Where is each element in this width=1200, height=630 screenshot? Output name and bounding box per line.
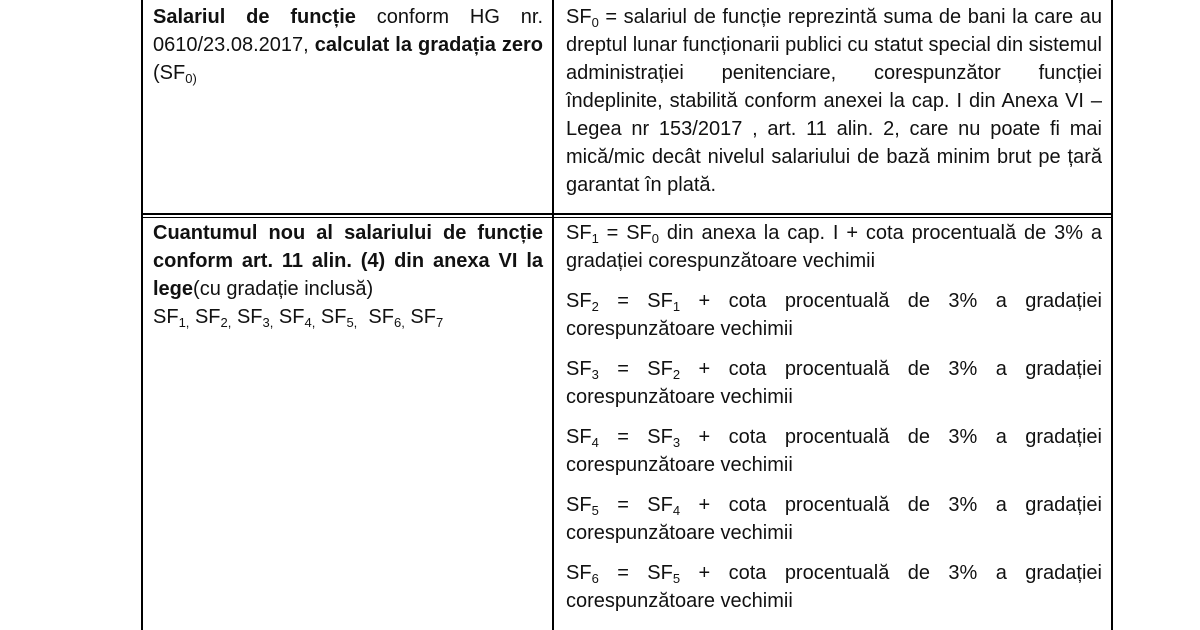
row2-label-text: (cu gradație inclusă): [193, 278, 374, 300]
formula-text: + cota procentuală de 3% a gradației corespunzătoare vechimii: [566, 562, 1102, 612]
sf-symbol: SF: [410, 306, 436, 328]
sf-subscript: 2,: [220, 315, 232, 330]
label-text-1: conform HG nr. 0610/23.08.2017,: [153, 6, 544, 56]
sf-list-item: [153, 306, 195, 328]
sf-list-item: [321, 306, 369, 328]
formula-text: + cota procentuală de 3% a gradației corespunzătoare vechimii: [566, 290, 1102, 340]
formula-text: + cota procentuală de 3% a gradației corespunzătoare vechimii: [566, 358, 1102, 408]
formula-eq: = SF: [598, 426, 673, 448]
formula-sf: SF: [566, 562, 592, 584]
sf-list-item: [279, 306, 321, 328]
formula-sub2: 5: [672, 571, 681, 586]
sf-list-item: [237, 306, 279, 328]
sf-symbol: SF: [194, 306, 221, 328]
formula-sub: 1: [591, 231, 599, 246]
formula-paragraph: [566, 423, 1102, 479]
row2-label-cell: [153, 219, 543, 331]
formula-eq: = SF: [598, 358, 673, 380]
label-text-2: (SF: [153, 62, 186, 84]
sf-symbol: SF: [566, 6, 592, 28]
formula-sub2: 4: [672, 503, 681, 518]
formula-sub: 3: [591, 367, 599, 382]
formula-sf: SF: [566, 290, 592, 312]
table-row-divider: [141, 213, 1113, 215]
formula-paragraph: [566, 355, 1102, 411]
sf-separator: [357, 306, 368, 328]
formula-eq: = SF: [598, 222, 652, 244]
formula-text: din anexa la cap. I + cota procentuală de 3% a gradației corespunzătoare vechimii: [566, 222, 1102, 272]
table-border-middle: [552, 0, 554, 630]
description-text: = salariul de funcție reprezintă suma de bani la care au dreptul lunar funcționarii publici cu statut special din sistemul administrației penitenciare, corespunzător funcției îndeplinite, stabilită conform anexei la cap. I din Anexa VI –Legea nr 153/2017 , art. 11 alin. 2, care nu poate fi mai mică/mic decât nivelul salariului de bază minim brut pe țară garantat în plată.: [566, 6, 1102, 196]
label-bold-2: calculat la gradația zero: [314, 34, 543, 56]
formula-text: + cota procentuală de 3% a gradației corespunzătoare vechimii: [566, 494, 1102, 544]
sf-subscript: 1,: [178, 315, 190, 330]
formula-sf: SF: [566, 222, 592, 244]
formula-sf: SF: [566, 494, 592, 516]
formula-sub: 4: [591, 435, 599, 450]
sf-subscript: 0: [591, 15, 599, 30]
formula-sf: SF: [566, 358, 592, 380]
row1-label-cell: [153, 3, 543, 87]
sf-list-item: [410, 306, 443, 328]
sf-symbol: SF: [320, 306, 347, 328]
formula-sub2: 2: [672, 367, 681, 382]
row2-label-bold: Cuantumul nou al salariului de funcție conform art. 11 alin. (4) din anexa VI la lege: [153, 222, 543, 300]
row1-description-cell: [566, 3, 1102, 199]
formula-eq: = SF: [598, 290, 673, 312]
formula-sub: 6: [591, 571, 599, 586]
sf-list-item: [195, 306, 237, 328]
formula-sub2: 3: [672, 435, 681, 450]
formula-sf1: [566, 219, 1102, 275]
sf-symbol: SF: [278, 306, 305, 328]
sf-symbol: SF: [236, 306, 263, 328]
formula-sub: 2: [591, 299, 599, 314]
formula-paragraph: [566, 287, 1102, 343]
table-row-divider-double: [141, 217, 1113, 218]
formula-sub2: 0: [651, 231, 660, 246]
formula-eq: = SF: [598, 494, 673, 516]
formula-list: [566, 287, 1102, 615]
sf-list: [153, 303, 543, 331]
table-border-left: [141, 0, 143, 630]
formula-eq: = SF: [598, 562, 673, 584]
sf-subscript: 5,: [346, 315, 358, 330]
sf-subscript: 7: [435, 315, 444, 330]
formula-text: + cota procentuală de 3% a gradației corespunzătoare vechimii: [566, 426, 1102, 476]
sf-subscript: 6,: [393, 315, 405, 330]
sf-subscript: 3,: [262, 315, 274, 330]
formula-sf: SF: [566, 426, 592, 448]
formula-sub2: 1: [672, 299, 681, 314]
sf-symbol: SF: [153, 306, 179, 328]
table-border-right: [1111, 0, 1113, 630]
formula-paragraph: [566, 559, 1102, 615]
sf-symbol: SF: [368, 306, 394, 328]
row2-formulas-cell: [566, 219, 1102, 627]
sf-subscript: 4,: [304, 315, 316, 330]
formula-sub: 5: [591, 503, 599, 518]
sf-list-item: [368, 306, 410, 328]
formula-paragraph: [566, 491, 1102, 547]
label-subscript: 0): [185, 71, 197, 86]
label-bold-1: Salariul de funcție: [153, 6, 356, 28]
